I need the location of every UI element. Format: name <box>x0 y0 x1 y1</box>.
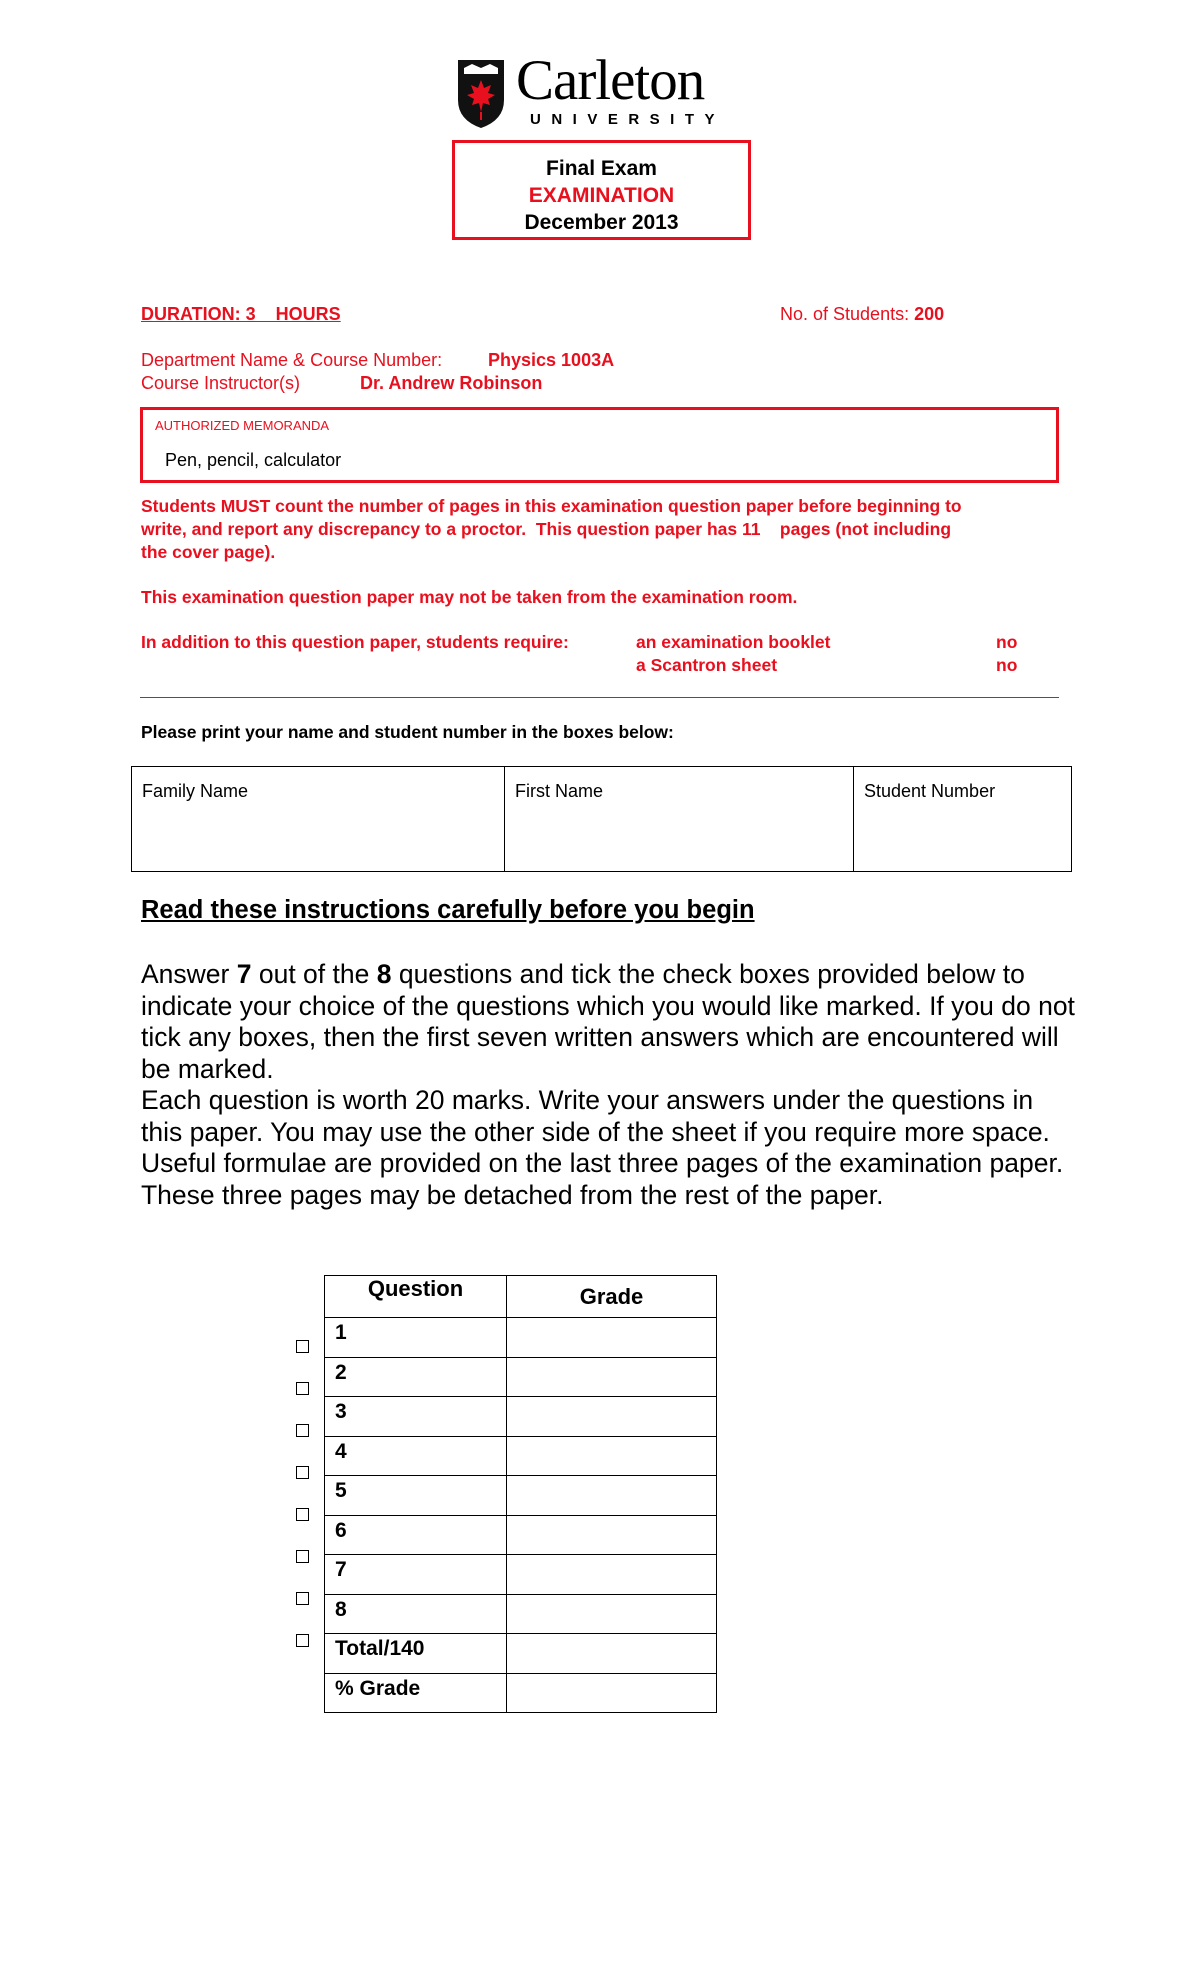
question-1-checkbox[interactable] <box>296 1340 309 1353</box>
department-value: Physics 1003A <box>488 350 615 370</box>
exam-title-line1: Final Exam <box>546 157 657 180</box>
instructions-text: questions and tick the check boxes provided below to indicate your choice of the questions which you would like marked. If you do not tick any boxes, then the first seven written answers which are encountered will be marked. <box>141 959 1075 1084</box>
family-name-field[interactable] <box>132 767 505 871</box>
question-number: 8 <box>325 1594 507 1634</box>
instructions-text: Answer <box>141 959 237 989</box>
first-name-label: First Name <box>515 781 604 801</box>
total-cell[interactable] <box>507 1634 717 1674</box>
red-divider <box>140 697 1059 698</box>
require-item-scantron: a Scantron sheet <box>636 655 778 675</box>
table-row <box>325 1397 717 1437</box>
grade-cell[interactable] <box>507 1397 717 1437</box>
memoranda-header: AUTHORIZED MEMORANDA <box>155 418 330 433</box>
question-number: 3 <box>325 1397 507 1437</box>
question-number: 6 <box>325 1515 507 1555</box>
grade-cell[interactable] <box>507 1436 717 1476</box>
require-item-scantron-value: no <box>996 655 1018 675</box>
department-label: Department Name & Course Number: <box>141 350 443 370</box>
question-number: 2 <box>325 1357 507 1397</box>
grade-cell[interactable] <box>507 1476 717 1516</box>
student-info-table <box>131 766 1072 872</box>
total-label: Total/140 <box>325 1634 507 1674</box>
table-row <box>325 1318 717 1358</box>
percent-grade-cell[interactable] <box>507 1673 717 1713</box>
instructor-label: Course Instructor(s) <box>141 373 301 393</box>
student-number-field[interactable] <box>854 767 1071 871</box>
grade-cell[interactable] <box>507 1515 717 1555</box>
student-number-label: Student Number <box>864 781 996 801</box>
grade-cell[interactable] <box>507 1357 717 1397</box>
logo-subtitle: UNIVERSITY <box>530 111 726 128</box>
question-count: 8 <box>376 959 392 989</box>
instructions-body <box>141 959 1081 1211</box>
department-line <box>141 349 442 371</box>
print-name-prompt: Please print your name and student number in the boxes below: <box>141 722 674 742</box>
table-row <box>325 1436 717 1476</box>
require-item-booklet: an examination booklet <box>636 632 831 652</box>
question-number: 7 <box>325 1555 507 1595</box>
question-5-checkbox[interactable] <box>296 1508 309 1521</box>
question-2-checkbox[interactable] <box>296 1382 309 1395</box>
total-row <box>325 1634 717 1674</box>
duration: DURATION: 3 HOURS <box>141 304 341 324</box>
question-8-checkbox[interactable] <box>296 1634 309 1647</box>
page-count-notice-3: the cover page). <box>141 542 276 562</box>
percent-grade-label: % Grade <box>325 1673 507 1713</box>
carleton-shield-icon <box>456 58 506 130</box>
table-row <box>325 1555 717 1595</box>
question-6-checkbox[interactable] <box>296 1550 309 1563</box>
question-3-checkbox[interactable] <box>296 1424 309 1437</box>
exam-title-line2: EXAMINATION <box>528 184 675 207</box>
carleton-logo <box>456 49 736 134</box>
table-row <box>325 1476 717 1516</box>
logo-wordmark: Carleton <box>516 49 705 112</box>
authorized-memoranda-box <box>140 407 1059 483</box>
instructions-paragraph-2: Each question is worth 20 marks. Write your answers under the questions in this paper. You may use the other side of the sheet if you require more space. Useful formulae are provided on the last three pages of the examination paper. These three pages may be detached from the rest of the paper. <box>141 1085 1064 1210</box>
require-label: In addition to this question paper, students require: <box>141 632 569 652</box>
not-taken-notice: This examination question paper may not be taken from the examination room. <box>141 587 798 607</box>
student-count <box>780 303 944 325</box>
instructions-heading: Read these instructions carefully before you begin <box>141 896 755 924</box>
exam-date: December 2013 <box>524 211 679 234</box>
student-count-label: No. of Students: <box>780 304 910 324</box>
table-row <box>325 1515 717 1555</box>
table-row <box>325 1594 717 1634</box>
first-name-field[interactable] <box>505 767 854 871</box>
instructions-paragraph-1 <box>141 959 1081 1085</box>
family-name-label: Family Name <box>142 781 249 801</box>
student-count-value: 200 <box>914 304 945 324</box>
grade-table-header <box>325 1276 717 1318</box>
page-count-notice-1: Students MUST count the number of pages in this examination question paper before beginning to <box>141 496 962 516</box>
grade-cell[interactable] <box>507 1318 717 1358</box>
page-count-notice-2: write, and report any discrepancy to a proctor. This question paper has 11 pages (not including <box>141 519 952 539</box>
exam-title-box <box>452 140 751 240</box>
table-row <box>325 1357 717 1397</box>
percent-row <box>325 1673 717 1713</box>
instructions-text: out of the <box>251 959 377 989</box>
grade-cell[interactable] <box>507 1594 717 1634</box>
question-number: 1 <box>325 1318 507 1358</box>
question-7-checkbox[interactable] <box>296 1592 309 1605</box>
question-4-checkbox[interactable] <box>296 1466 309 1479</box>
grade-header: Grade <box>507 1276 717 1318</box>
question-number: 4 <box>325 1436 507 1476</box>
grade-table <box>324 1275 717 1713</box>
question-number: 5 <box>325 1476 507 1516</box>
instructor-value: Dr. Andrew Robinson <box>360 373 543 393</box>
answer-count: 7 <box>236 959 252 989</box>
question-header: Question <box>325 1276 507 1318</box>
require-item-booklet-value: no <box>996 632 1018 652</box>
memoranda-value: Pen, pencil, calculator <box>165 450 342 470</box>
grade-cell[interactable] <box>507 1555 717 1595</box>
